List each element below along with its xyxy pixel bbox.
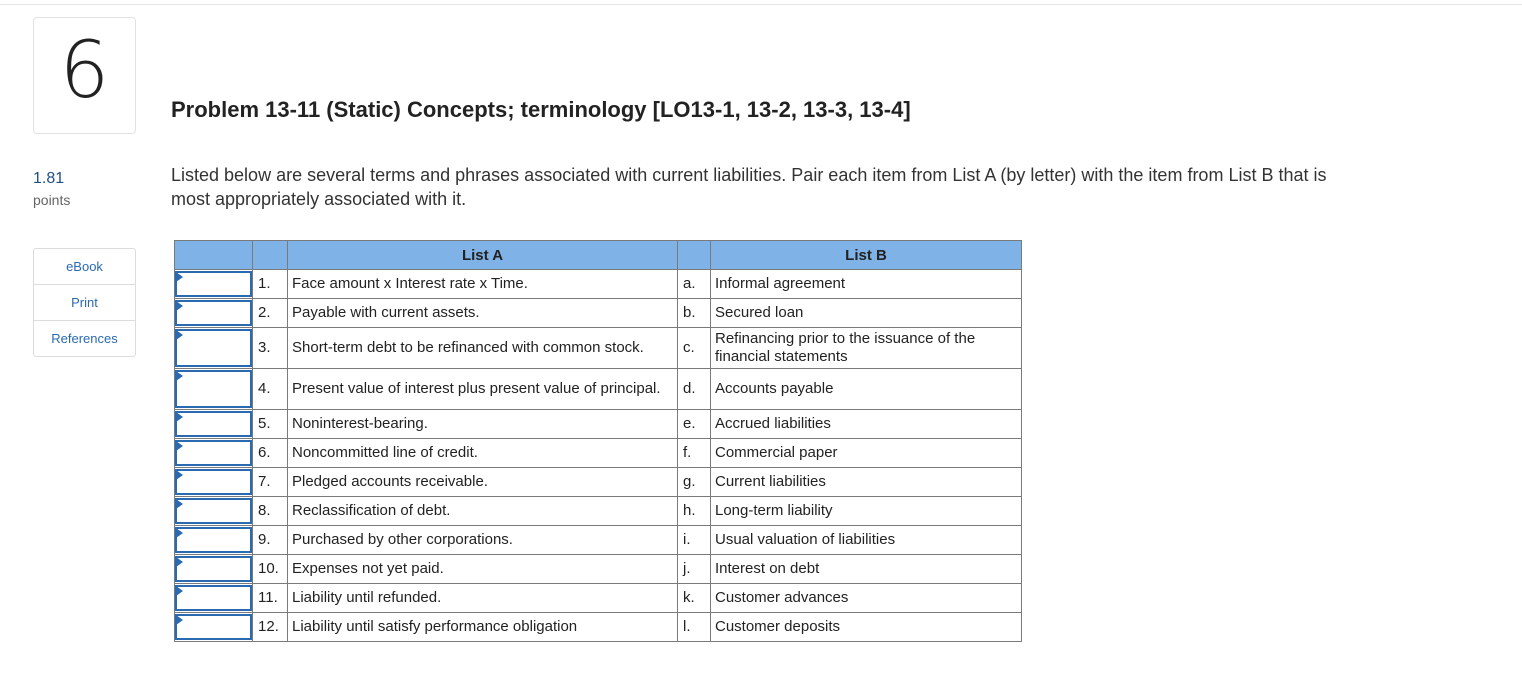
matching-table (174, 240, 1022, 642)
list-b-letter: h. (678, 497, 711, 526)
answer-cell (175, 439, 253, 468)
question-number: 6 (59, 25, 110, 116)
list-a-number: 7. (253, 468, 288, 497)
list-b-item: Usual valuation of liabilities (711, 526, 1022, 555)
dropdown-indicator-icon (176, 301, 183, 311)
top-divider (0, 4, 1522, 5)
list-a-item: Noncommitted line of credit. (288, 439, 678, 468)
answer-header (175, 241, 253, 270)
list-b-item: Current liabilities (711, 468, 1022, 497)
dropdown-indicator-icon (176, 371, 183, 381)
list-a-number: 10. (253, 555, 288, 584)
list-a-header: List A (288, 241, 678, 270)
answer-cell (175, 497, 253, 526)
answer-dropdown[interactable] (175, 300, 252, 326)
answer-cell (175, 555, 253, 584)
table-row (175, 439, 1022, 468)
list-b-item: Customer advances (711, 584, 1022, 613)
list-a-item: Present value of interest plus present value of principal. (288, 369, 678, 410)
list-b-item: Customer deposits (711, 613, 1022, 642)
list-a-item: Purchased by other corporations. (288, 526, 678, 555)
table-row (175, 270, 1022, 299)
list-b-letter: f. (678, 439, 711, 468)
dropdown-indicator-icon (176, 615, 183, 625)
list-a-item: Payable with current assets. (288, 299, 678, 328)
list-a-item: Expenses not yet paid. (288, 555, 678, 584)
list-a-number: 5. (253, 410, 288, 439)
references-link[interactable]: References (51, 331, 118, 346)
answer-dropdown[interactable] (175, 271, 252, 297)
list-b-item: Informal agreement (711, 270, 1022, 299)
list-b-item: Long-term liability (711, 497, 1022, 526)
page-title: Problem 13-11 (Static) Concepts; terminology [LO13-1, 13-2, 13-3, 13-4] (171, 97, 911, 122)
dropdown-indicator-icon (176, 470, 183, 480)
table-row (175, 369, 1022, 410)
points-label: points (33, 192, 71, 208)
list-b-letter: b. (678, 299, 711, 328)
answer-dropdown[interactable] (175, 585, 252, 611)
table-row (175, 497, 1022, 526)
dropdown-indicator-icon (176, 412, 183, 422)
list-a-item: Short-term debt to be refinanced with common stock. (288, 328, 678, 369)
list-a-item: Liability until satisfy performance obligation (288, 613, 678, 642)
list-a-number: 4. (253, 369, 288, 410)
answer-cell (175, 410, 253, 439)
list-b-letter: j. (678, 555, 711, 584)
list-a-item: Liability until refunded. (288, 584, 678, 613)
dropdown-indicator-icon (176, 441, 183, 451)
table-row (175, 468, 1022, 497)
list-b-item: Interest on debt (711, 555, 1022, 584)
answer-cell (175, 584, 253, 613)
answer-cell (175, 328, 253, 369)
answer-dropdown[interactable] (175, 329, 252, 367)
print-link[interactable]: Print (34, 285, 135, 321)
table-header-row (175, 241, 1022, 270)
table-row (175, 526, 1022, 555)
list-b-item: Accounts payable (711, 369, 1022, 410)
list-a-number: 9. (253, 526, 288, 555)
dropdown-indicator-icon (176, 272, 183, 282)
list-b-item: Refinancing prior to the issuance of the financial statements (711, 328, 1022, 369)
list-b-letter: d. (678, 369, 711, 410)
list-b-letter: a. (678, 270, 711, 299)
list-a-item: Noninterest-bearing. (288, 410, 678, 439)
table-row (175, 410, 1022, 439)
list-b-item: Accrued liabilities (711, 410, 1022, 439)
list-a-number: 8. (253, 497, 288, 526)
list-a-item: Pledged accounts receivable. (288, 468, 678, 497)
list-a-number: 12. (253, 613, 288, 642)
list-b-letter: k. (678, 584, 711, 613)
number-header (253, 241, 288, 270)
list-a-number: 1. (253, 270, 288, 299)
answer-dropdown[interactable] (175, 614, 252, 640)
answer-dropdown[interactable] (175, 498, 252, 524)
table-row (175, 328, 1022, 369)
instructions-text: Listed below are several terms and phrases associated with current liabilities. Pair each item from List A (by letter) with the item from List B that is most appropriately associated with it. (171, 165, 1327, 209)
dropdown-indicator-icon (176, 499, 183, 509)
list-a-number: 6. (253, 439, 288, 468)
list-b-letter: l. (678, 613, 711, 642)
answer-cell (175, 526, 253, 555)
answer-cell (175, 468, 253, 497)
question-number-box (33, 17, 136, 134)
points-info (33, 170, 70, 209)
dropdown-indicator-icon (176, 528, 183, 538)
list-a-number: 3. (253, 328, 288, 369)
list-a-number: 11. (253, 584, 288, 613)
dropdown-indicator-icon (176, 557, 183, 567)
table-row (175, 555, 1022, 584)
dropdown-indicator-icon (176, 586, 183, 596)
letter-header (678, 241, 711, 270)
list-b-letter: e. (678, 410, 711, 439)
list-a-number: 2. (253, 299, 288, 328)
list-b-letter: g. (678, 468, 711, 497)
answer-cell (175, 299, 253, 328)
answer-dropdown[interactable] (175, 527, 252, 553)
table-row (175, 584, 1022, 613)
list-b-item: Commercial paper (711, 439, 1022, 468)
answer-dropdown[interactable] (175, 556, 252, 582)
table-row (175, 299, 1022, 328)
answer-dropdown[interactable] (175, 440, 252, 466)
list-b-letter: c. (678, 328, 711, 369)
answer-dropdown[interactable] (175, 411, 252, 437)
list-b-header: List B (711, 241, 1022, 270)
list-b-letter: i. (678, 526, 711, 555)
table-row (175, 613, 1022, 642)
resource-sidebar (33, 248, 136, 357)
answer-cell (175, 369, 253, 410)
list-a-item: Face amount x Interest rate x Time. (288, 270, 678, 299)
answer-cell (175, 613, 253, 642)
ebook-link[interactable]: eBook (34, 249, 135, 285)
answer-cell (175, 270, 253, 299)
list-b-item: Secured loan (711, 299, 1022, 328)
points-value: 1.81 (33, 170, 65, 187)
answer-dropdown[interactable] (175, 469, 252, 495)
dropdown-indicator-icon (176, 330, 183, 340)
answer-dropdown[interactable] (175, 370, 252, 408)
list-a-item: Reclassification of debt. (288, 497, 678, 526)
